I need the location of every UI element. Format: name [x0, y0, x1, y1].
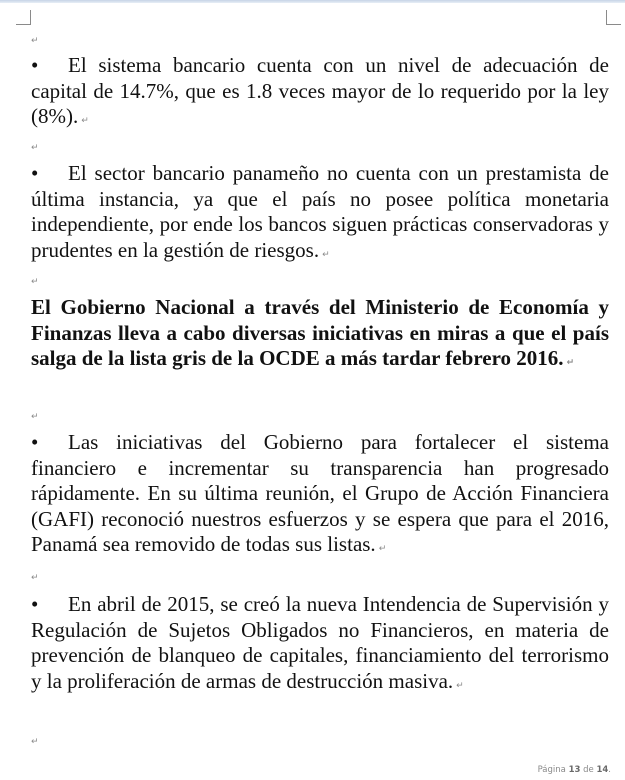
bullet-icon: • — [31, 430, 39, 454]
pilcrow-icon: ↵ — [31, 573, 39, 583]
page-of-label: de — [583, 765, 594, 775]
paragraph-text: En abril de 2015, se creó la nueva Intendencia de Supervisión y Regulación de Sujetos Obligados no Financieros, en materia de prevención de blanqueo de capitales, financiamiento del terrorismo y la proliferación de armas de destrucción masiva. — [31, 592, 609, 693]
paragraph-text: El sector bancario panameño no cuenta con un prestamista de última instancia, ya que el país no posee política monetaria independiente, por ende los bancos siguen prácticas conservadoras y prudentes en la gestión de riesgos. — [31, 161, 609, 262]
paragraph-bullet-3[interactable] — [31, 430, 609, 563]
pilcrow-icon: ↵ — [31, 143, 39, 153]
ruler-edge — [0, 0, 625, 3]
paragraph-bullet-2[interactable] — [31, 161, 609, 268]
page-number-footer: Página 13 de 14. — [537, 765, 611, 775]
pilcrow-icon: ↵ — [456, 680, 464, 691]
pilcrow-icon: ↵ — [322, 249, 330, 260]
paragraph-text: El sistema bancario cuenta con un nivel de adecuación de capital de 14.7%, que es 1.8 veces mayor de lo requerido por la ley (8%). — [31, 53, 609, 128]
paragraph-bold-heading[interactable] — [31, 295, 609, 377]
bullet-icon: • — [31, 53, 39, 77]
total-pages: 14 — [596, 765, 609, 775]
pilcrow-icon: ↵ — [566, 358, 575, 368]
crop-mark-top-right — [606, 10, 621, 25]
page-label: Página — [537, 765, 566, 775]
crop-mark-top-left — [16, 10, 31, 25]
pilcrow-icon: ↵ — [31, 737, 39, 747]
current-page: 13 — [568, 765, 581, 775]
pilcrow-icon: ↵ — [81, 116, 89, 126]
paragraph-bullet-1[interactable] — [31, 53, 609, 135]
pilcrow-icon: ↵ — [31, 412, 39, 422]
paragraph-bullet-4[interactable] — [31, 592, 609, 699]
pilcrow-icon: ↵ — [31, 36, 39, 46]
bullet-icon: • — [31, 161, 39, 185]
paragraph-text: El Gobierno Nacional a través del Ministerio de Economía y Finanzas lleva a cabo diversas iniciativas en miras a que el país salga de la lista gris de la OCDE a más tardar febrero 2016. — [31, 295, 609, 370]
paragraph-text: Las iniciativas del Gobierno para fortalecer el sistema financiero e incrementar su transparencia han progresado rápidamente. En su última reunión, el Grupo de Acción Financiera (GAFI) reconoció nuestros esfuerzos y se espera que para el 2016, Panamá sea removido de todas sus listas. — [31, 430, 609, 556]
bullet-icon: • — [31, 592, 39, 616]
pilcrow-icon: ↵ — [378, 544, 387, 554]
pilcrow-icon: ↵ — [31, 277, 39, 287]
